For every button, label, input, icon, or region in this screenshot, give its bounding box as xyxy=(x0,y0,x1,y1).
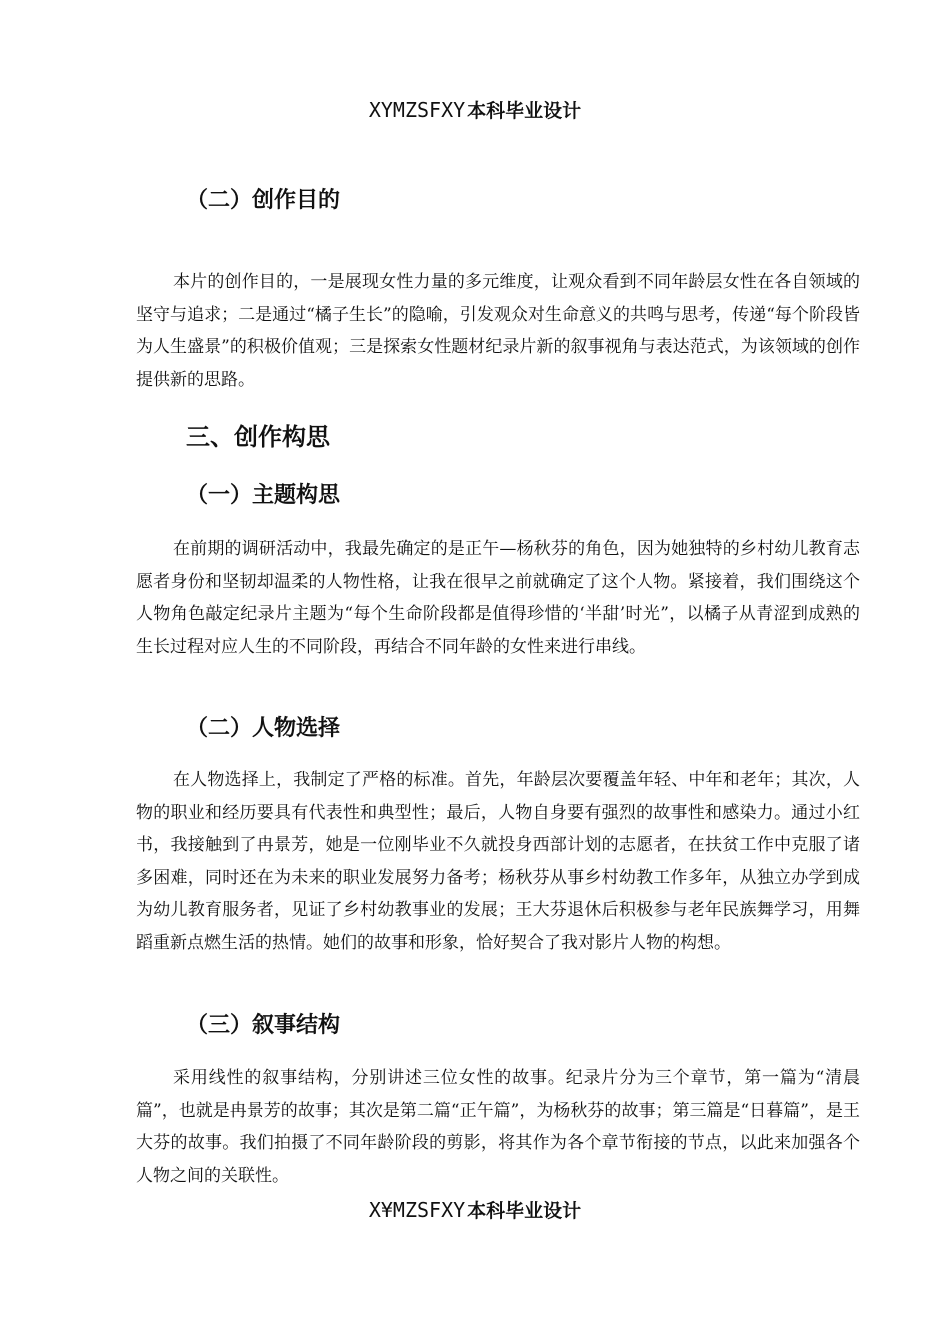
paragraph-narrative-structure: 采用线性的叙事结构，分别讲述三位女性的故事。纪录片分为三个章节，第一篇为“清晨篇”，也就是冉景芳的故事；其次是第二篇“正午篇”，为杨秋芬的故事；第三篇是“日暮篇”，是王大芬的故事。我们拍摄了不同年龄阶段的剪影，将其作为各个章节衔接的节点，以此来加强各个人物之间的关联性。 xyxy=(136,1068,860,1186)
paragraph-theme-concept: 在前期的调研活动中，我最先确定的是正午—杨秋芬的角色，因为她独特的乡村幼儿教育志愿者身份和坚韧却温柔的人物性格，让我在很早之前就确定了这个人物。紧接着，我们围绕这个人物角色敲定纪录片主题为“每个生命阶段都是值得珍惜的‘半甜’时光”，以橘子从青涩到成熟的生长过程对应人生的不同阶段，再结合不同年龄的女性来进行串线。 xyxy=(136,539,860,657)
running-header xyxy=(0,96,950,123)
paragraph-character-selection: 在人物选择上，我制定了严格的标准。首先，年龄层次要覆盖年轻、中年和老年；其次，人物的职业和经历要具有代表性和典型性；最后，人物自身要有强烈的故事性和感染力。通过小红书，我接触到了冉景芳，她是一位刚毕业不久就投身西部计划的志愿者，在扶贫工作中克服了诸多困难，同时还在为未来的职业发展努力备考；杨秋芬从事乡村幼教工作多年，从独立办学到成为幼儿教育服务者，见证了乡村幼教事业的发展；王大芬退休后积极参与老年民族舞学习，用舞蹈重新点燃生活的热情。她们的故事和形象，恰好契合了我对影片人物的构想。 xyxy=(136,770,860,953)
footer-label: 本科毕业设计 xyxy=(467,1200,582,1222)
paragraph-creative-purpose: 本片的创作目的，一是展现女性力量的多元维度，让观众看到不同年龄层女性在各自领域的坚守与追求；二是通过“橘子生长”的隐喻，引发观众对生命意义的共鸣与思考，传递“每个阶段皆为人生盛景”的积极价值观；三是探索女性题材纪录片新的叙事视角与表达范式，为该领域的创作提供新的思路。 xyxy=(136,272,860,390)
heading-creative-purpose: （二）创作目的 xyxy=(186,188,341,213)
heading-narrative-structure: （三）叙事结构 xyxy=(186,1013,341,1038)
heading-theme-concept: （一）主题构思 xyxy=(186,483,341,508)
header-code: XYMZSFXY xyxy=(368,98,466,122)
header-label: 本科毕业设计 xyxy=(467,100,582,122)
heading-creative-concept: 三、创作构思 xyxy=(186,423,330,451)
heading-character-selection: （二）人物选择 xyxy=(186,716,341,741)
footer-code: X¥MZSFXY xyxy=(368,1198,466,1222)
running-footer xyxy=(0,1196,950,1223)
